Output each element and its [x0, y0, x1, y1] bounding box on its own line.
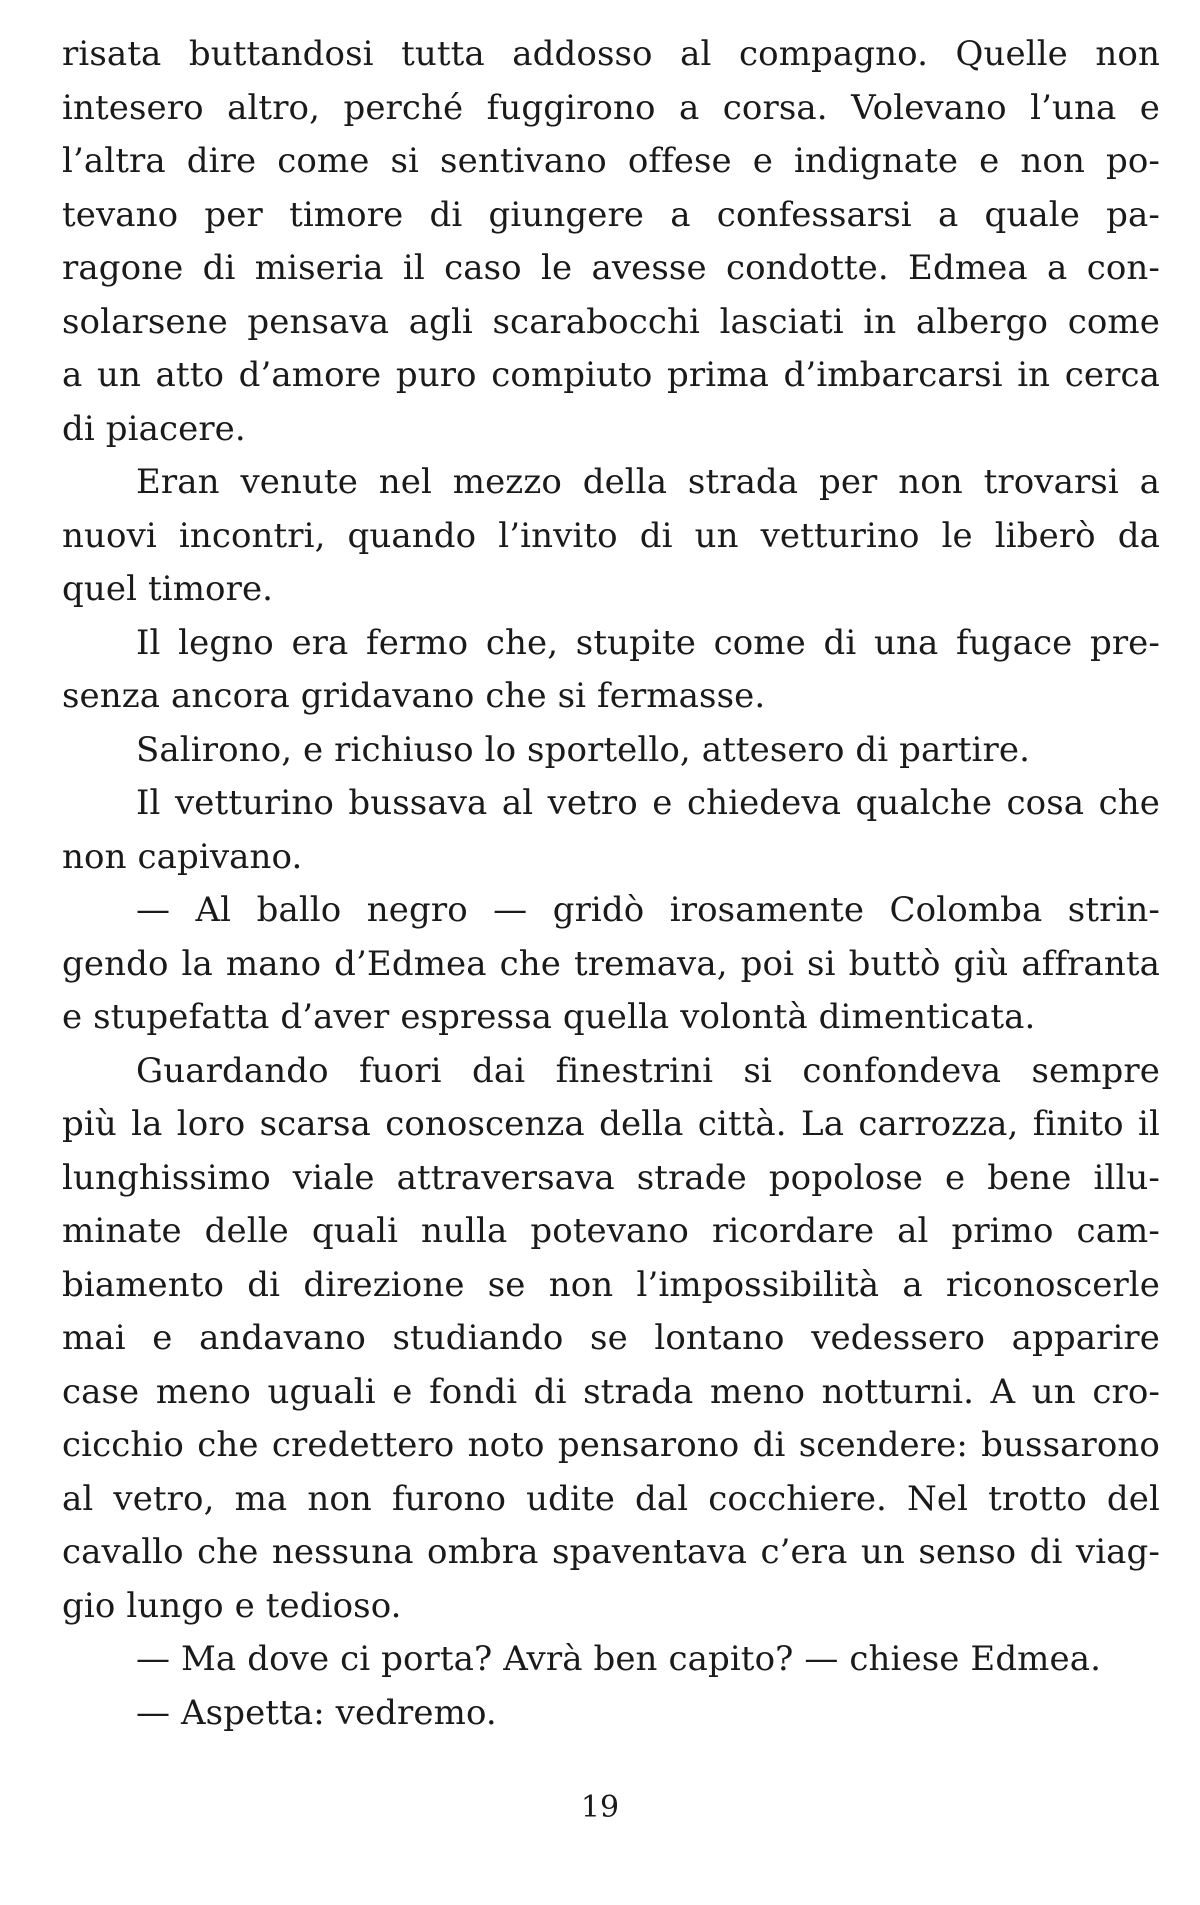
paragraph	[62, 617, 1160, 724]
text-line: senza ancora gridavano che si fermasse.	[62, 676, 766, 716]
text-line: cavallo che nessuna ombra spaventava c’era un senso di viag-	[62, 1532, 1160, 1572]
text-line: — Aspetta: vedremo.	[136, 1692, 497, 1733]
text-line: non capivano.	[62, 836, 303, 877]
text-line: risata buttandosi tutta addosso al compagno. Quelle non	[62, 34, 1160, 74]
text-line: minate delle quali nulla potevano ricordare al primo cam-	[62, 1211, 1160, 1251]
paragraph	[62, 28, 1160, 456]
text-line: — Al ballo negro — gridò irosamente Colomba strin-	[136, 890, 1160, 930]
text-line: nuovi incontri, quando l’invito di un vetturino le liberò da	[62, 515, 1160, 556]
paragraph	[62, 1633, 1160, 1687]
paragraph	[62, 1045, 1160, 1634]
text-line: l’altra dire come si sentivano offese e indignate e non po-	[62, 141, 1160, 181]
text-line: più la loro scarsa conoscenza della città. La carrozza, finito il	[62, 1104, 1160, 1144]
text-line: — Ma dove ci porta? Avrà ben capito? — chiese Edmea.	[136, 1639, 1102, 1679]
paragraph	[62, 456, 1160, 617]
text-line: biamento di direzione se non l’impossibilità a riconoscerle	[62, 1264, 1160, 1305]
text-line: lunghissimo viale attraversava strade popolose e bene illu-	[62, 1157, 1160, 1198]
paragraph	[62, 1687, 1160, 1741]
text-line: Il legno era fermo che, stupite come di una fugace pre-	[136, 622, 1160, 663]
text-line: gio lungo e tedioso.	[62, 1585, 402, 1626]
text-line: quel timore.	[62, 569, 274, 609]
text-line: Salirono, e richiuso lo sportello, attesero di partire.	[136, 729, 1030, 770]
text-line: solarsene pensava agli scarabocchi lasciati in albergo come	[62, 301, 1160, 342]
paragraph	[62, 884, 1160, 1045]
text-line: Il vetturino bussava al vetro e chiedeva qualche cosa che	[136, 783, 1160, 823]
text-line: a un atto d’amore puro compiuto prima d’imbarcarsi in cerca	[62, 355, 1160, 395]
page-number: 19	[580, 1790, 620, 1825]
text-line: di piacere.	[62, 408, 246, 449]
body-text	[62, 28, 1160, 1740]
text-line: intesero altro, perché fuggirono a corsa. Volevano l’una e	[62, 87, 1160, 128]
text-line: Guardando fuori dai finestrini si confondeva sempre	[136, 1050, 1160, 1091]
text-line: mai e andavano studiando se lontano vedessero apparire	[62, 1318, 1160, 1358]
paragraph	[62, 724, 1160, 778]
text-line: al vetro, ma non furono udite dal cocchiere. Nel trotto del	[62, 1478, 1160, 1519]
text-line: e stupefatta d’aver espressa quella volontà dimenticata.	[62, 997, 1036, 1037]
text-line: tevano per timore di giungere a confessarsi a quale pa-	[62, 194, 1160, 235]
text-line: cicchio che credettero noto pensarono di scendere: bussarono	[62, 1425, 1160, 1465]
text-line: Eran venute nel mezzo della strada per non trovarsi a	[136, 462, 1160, 502]
text-line: case meno uguali e fondi di strada meno notturni. A un cro-	[62, 1371, 1160, 1412]
text-line: ragone di miseria il caso le avesse condotte. Edmea a con-	[62, 248, 1160, 288]
text-line: gendo la mano d’Edmea che tremava, poi si buttò giù affranta	[62, 943, 1160, 984]
paragraph	[62, 777, 1160, 884]
